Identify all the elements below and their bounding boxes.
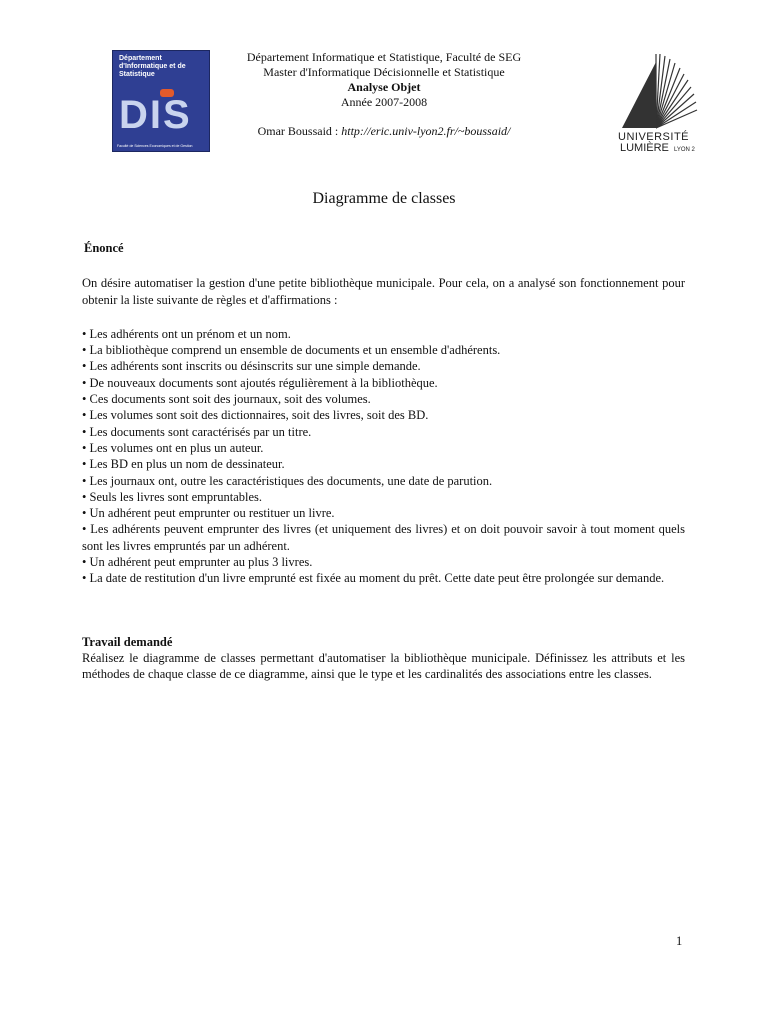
document-body xyxy=(82,240,685,683)
rule-item: • Un adhérent peut emprunter au plus 3 livres. xyxy=(82,555,313,570)
logo-rays xyxy=(656,54,697,128)
dis-logo xyxy=(112,50,210,152)
header-author-line xyxy=(215,124,553,139)
header-author: Omar Boussaid : xyxy=(257,124,342,138)
travail-heading: Travail demandé xyxy=(82,634,173,649)
rule-item: • Ces documents sont soit des journaux, soit des volumes. xyxy=(82,392,371,407)
header-url: http://eric.univ-lyon2.fr/~boussaid/ xyxy=(341,124,511,138)
logo-wedge xyxy=(622,62,656,128)
rule-item: • Les adhérents peuvent emprunter des livres (et uniquement des livres) et on doit pouvoir savoir à tout moment quels sont les livres empruntés par un adhérent. xyxy=(82,522,685,553)
rule-item: • De nouveaux documents sont ajoutés régulièrement à la bibliothèque. xyxy=(82,375,438,390)
rule-item: • La date de restitution d'un livre emprunté est fixée au moment du prêt. Cette date peut être prolongée sur demande. xyxy=(82,571,665,586)
document-header xyxy=(215,50,553,139)
travail-text: Réalisez le diagramme de classes permettant d'automatiser la bibliothèque municipale. Définissez les attributs et les méthodes de chaque classe de ce diagramme, ainsi que le type et les cardinalités des associations entre les classes. xyxy=(82,650,685,682)
header-course: Analyse Objet xyxy=(347,80,421,94)
page-number: 1 xyxy=(676,934,683,948)
dis-logo-department: Département d'Informatique et de Statistique xyxy=(119,55,186,78)
dis-logo-faculty: Faculté de Sciences Economiques et de Gestion xyxy=(117,144,193,148)
rules-list xyxy=(82,326,685,587)
rule-item: • Les adhérents sont inscrits ou désinscrits sur une simple demande. xyxy=(82,359,421,374)
universite-lyon2-logo xyxy=(616,48,704,156)
rule-item: • Les journaux ont, outre les caractéristiques des documents, une date de parution. xyxy=(82,473,493,488)
rule-item: • Les volumes ont en plus un auteur. xyxy=(82,440,264,455)
logo-line1: UNIVERSITÉ xyxy=(618,131,690,143)
rule-item: • Seuls les livres sont empruntables. xyxy=(82,489,263,504)
logo-line3: LYON 2 xyxy=(674,147,695,153)
logo-line2: LUMIÈRE xyxy=(620,142,669,154)
header-year: Année 2007-2008 xyxy=(340,95,428,109)
rule-item: • Les BD en plus un nom de dessinateur. xyxy=(82,457,285,472)
enonce-heading: Énoncé xyxy=(84,241,124,255)
rule-item: • Les adhérents ont un prénom et un nom. xyxy=(82,326,291,341)
page-title: Diagramme de classes xyxy=(312,190,456,207)
header-department: Département Informatique et Statistique, Faculté de SEG xyxy=(246,50,522,64)
rule-item: • Les documents sont caractérisés par un titre. xyxy=(82,424,312,439)
enonce-intro: On désire automatiser la gestion d'une petite bibliothèque municipale. Pour cela, on a analysé son fonctionnement pour obtenir la liste suivante de règles et d'affirmations : xyxy=(82,276,685,307)
header-master: Master d'Informatique Décisionnelle et Statistique xyxy=(263,65,505,79)
rule-item: • Un adhérent peut emprunter ou restituer un livre. xyxy=(82,506,335,521)
rule-item: • Les volumes sont soit des dictionnaires, soit des livres, soit des BD. xyxy=(82,408,429,423)
dis-logo-text: DIS xyxy=(119,93,192,137)
rule-item: • La bibliothèque comprend un ensemble de documents et un ensemble d'adhérents. xyxy=(82,343,501,358)
